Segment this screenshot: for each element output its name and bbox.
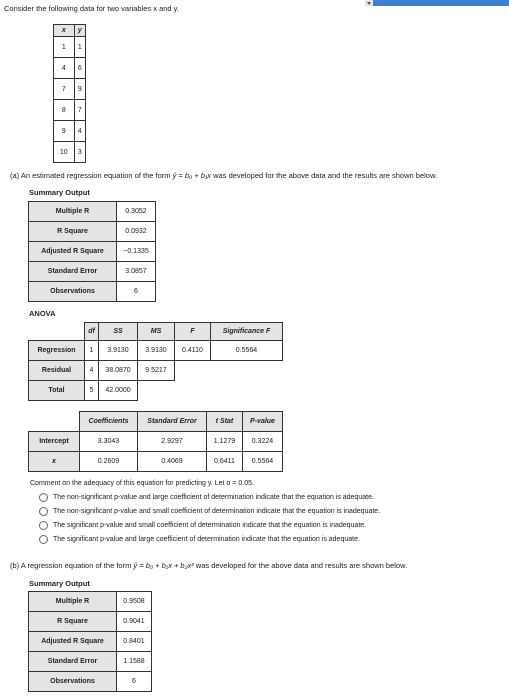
coef-cell: 0.3224 bbox=[243, 432, 283, 452]
header-y: y bbox=[74, 25, 85, 37]
anova-header: SS bbox=[99, 323, 138, 341]
summary-label: Adjusted R Square bbox=[29, 632, 117, 652]
cell: 10 bbox=[54, 142, 75, 163]
summary-value: 0.0932 bbox=[117, 222, 156, 242]
anova-cell: 0.4110 bbox=[175, 341, 211, 361]
summary-value: 0.9508 bbox=[117, 592, 152, 612]
radio-button[interactable] bbox=[39, 521, 48, 530]
anova-corner bbox=[29, 323, 85, 341]
cell: 6 bbox=[74, 58, 85, 79]
summary-label: Multiple R bbox=[29, 592, 117, 612]
cell: 1 bbox=[74, 37, 85, 58]
anova-header: MS bbox=[138, 323, 175, 341]
radio-button[interactable] bbox=[39, 535, 48, 544]
summary-label: Adjusted R Square bbox=[29, 242, 117, 262]
option-2[interactable] bbox=[39, 507, 380, 516]
anova-cell: 9.5217 bbox=[138, 361, 175, 381]
anova-title: ANOVA bbox=[29, 309, 56, 318]
summary-value: 0.3052 bbox=[117, 202, 156, 222]
part-a-equation: ŷ = b₀ + b₁x bbox=[172, 171, 212, 180]
data-table bbox=[53, 24, 86, 163]
summary-value: 3.0857 bbox=[117, 262, 156, 282]
coef-cell: 1.1279 bbox=[207, 432, 243, 452]
cell: 9 bbox=[74, 79, 85, 100]
summary-title-a: Summary Output bbox=[29, 188, 90, 197]
option-label: The significant p-value and large coefficient of determination indicate that the equation is adequate. bbox=[53, 536, 360, 543]
coef-cell: 0.5564 bbox=[243, 452, 283, 472]
coef-cell: 0.2609 bbox=[80, 452, 138, 472]
part-a-prompt bbox=[10, 171, 437, 180]
summary-value: −0.1335 bbox=[117, 242, 156, 262]
anova-cell: 5 bbox=[85, 381, 99, 401]
coef-row-label: Intercept bbox=[29, 432, 80, 452]
anova-header: F bbox=[175, 323, 211, 341]
anova-table bbox=[28, 322, 283, 401]
coef-cell: 2.9297 bbox=[138, 432, 207, 452]
adequacy-question: Comment on the adequacy of this equation for predicting y. Let α = 0.05. bbox=[30, 480, 254, 487]
part-b-suffix: was developed for the above data and results are shown below. bbox=[193, 561, 408, 570]
header-x: x bbox=[54, 25, 75, 37]
anova-cell: 4 bbox=[85, 361, 99, 381]
summary-label: Multiple R bbox=[29, 202, 117, 222]
coef-header: Coefficients bbox=[80, 412, 138, 432]
summary-table-b bbox=[28, 591, 152, 692]
coefficients-table bbox=[28, 411, 283, 472]
summary-label: R Square bbox=[29, 612, 117, 632]
anova-empty bbox=[211, 381, 283, 401]
scroll-arrow-icon[interactable] bbox=[365, 0, 373, 6]
part-b-equation: ŷ = b₀ + b₁x + b₂x² bbox=[133, 561, 194, 570]
summary-label: Standard Error bbox=[29, 262, 117, 282]
cell: 8 bbox=[54, 100, 75, 121]
part-b-prefix: (b) A regression equation of the form bbox=[10, 561, 134, 570]
anova-row-label: Residual bbox=[29, 361, 85, 381]
part-a-prefix: (a) An estimated regression equation of the form bbox=[10, 171, 173, 180]
option-label: The non-significant p-value and small coefficient of determination indicate that the equation is inadequate. bbox=[53, 508, 381, 515]
summary-label: Standard Error bbox=[29, 652, 117, 672]
part-a-suffix: was developed for the above data and the results are shown below. bbox=[211, 171, 438, 180]
anova-cell: 0.5564 bbox=[211, 341, 283, 361]
option-3[interactable] bbox=[39, 521, 366, 530]
anova-empty bbox=[211, 361, 283, 381]
anova-cell: 3.9130 bbox=[138, 341, 175, 361]
cell: 9 bbox=[54, 121, 75, 142]
anova-header: Significance F bbox=[211, 323, 283, 341]
coef-row-label: x bbox=[29, 452, 80, 472]
summary-value: 0.9041 bbox=[117, 612, 152, 632]
anova-cell: 38.0870 bbox=[99, 361, 138, 381]
summary-value: 6 bbox=[117, 282, 156, 302]
summary-value: 1.1588 bbox=[117, 652, 152, 672]
anova-cell: 42.0000 bbox=[99, 381, 138, 401]
option-label: The significant p-value and small coefficient of determination indicate that the equation is inadequate. bbox=[53, 522, 367, 529]
anova-row-label: Regression bbox=[29, 341, 85, 361]
anova-cell: 3.9130 bbox=[99, 341, 138, 361]
scrollbar[interactable] bbox=[365, 0, 509, 6]
coef-header: P-value bbox=[243, 412, 283, 432]
coef-cell: 3.3043 bbox=[80, 432, 138, 452]
cell: 7 bbox=[54, 79, 75, 100]
option-1[interactable] bbox=[39, 493, 374, 502]
summary-value: 6 bbox=[117, 672, 152, 692]
option-4[interactable] bbox=[39, 535, 360, 544]
cell: 4 bbox=[74, 121, 85, 142]
cell: 4 bbox=[54, 58, 75, 79]
summary-label: Observations bbox=[29, 672, 117, 692]
cell: 7 bbox=[74, 100, 85, 121]
radio-button[interactable] bbox=[39, 507, 48, 516]
summary-label: R Square bbox=[29, 222, 117, 242]
summary-table-a bbox=[28, 201, 156, 302]
radio-button[interactable] bbox=[39, 493, 48, 502]
part-b-prompt bbox=[10, 561, 407, 570]
coef-cell: 0.6411 bbox=[207, 452, 243, 472]
coef-corner bbox=[29, 412, 80, 432]
coef-cell: 0.4069 bbox=[138, 452, 207, 472]
anova-empty bbox=[175, 381, 211, 401]
anova-header: df bbox=[85, 323, 99, 341]
intro-text: Consider the following data for two variables x and y. bbox=[4, 4, 179, 13]
coef-header: Standard Error bbox=[138, 412, 207, 432]
anova-cell: 1 bbox=[85, 341, 99, 361]
anova-row-label: Total bbox=[29, 381, 85, 401]
cell: 3 bbox=[74, 142, 85, 163]
summary-value: 0.8401 bbox=[117, 632, 152, 652]
anova-empty bbox=[175, 361, 211, 381]
option-label: The non-significant p-value and large coefficient of determination indicate that the equation is adequate. bbox=[53, 494, 374, 501]
summary-title-b: Summary Output bbox=[29, 579, 90, 588]
coef-header: t Stat bbox=[207, 412, 243, 432]
cell: 1 bbox=[54, 37, 75, 58]
anova-empty bbox=[138, 381, 175, 401]
summary-label: Observations bbox=[29, 282, 117, 302]
